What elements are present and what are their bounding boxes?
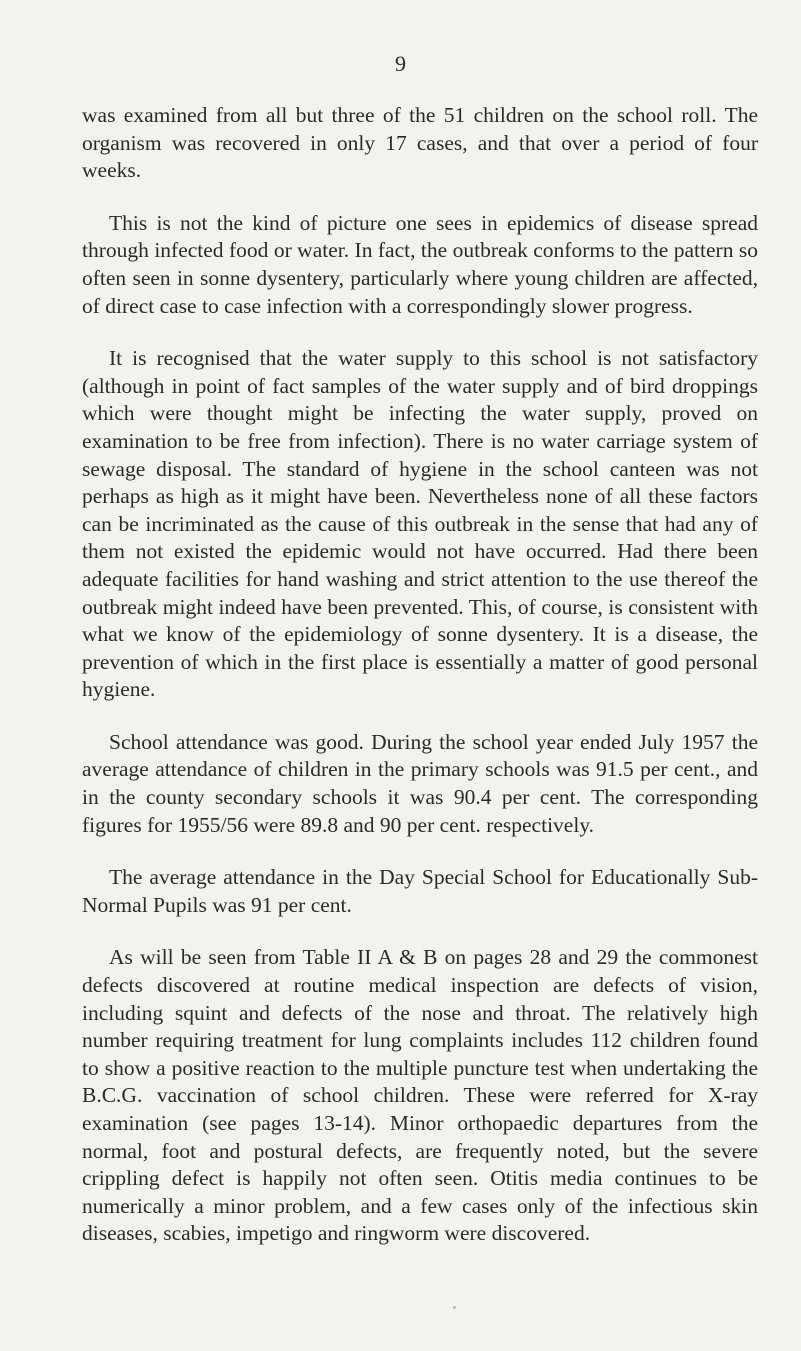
page-number: 9 [395, 51, 406, 76]
body-text [82, 102, 758, 1273]
paragraph-defects: As will be seen from Table II A & B on pages 28 and 29 the commonest defects discovered at routine medical inspection are defects of vision, including squint and defects of the nose and throat. The relatively high number requiring treatment for lung complaints includes 112 children found to show a positive reaction to the multiple puncture test when undertaking the B.C.G. vaccination of school children. These were referred for X-ray examination (see pages 13-14). Minor orthopaedic departures from the normal, foot and postural defects, are frequently noted, but the severe crippling defect is happily not often seen. Otitis media continues to be numerically a minor problem, and a few cases only of the infectious skin diseases, scabies, impetigo and ringworm were discovered. [82, 945, 758, 1246]
paragraph-school-attendance: School attendance was good. During the school year ended July 1957 the average attendance of children in the primary schools was 91.5 per cent., and in the county secondary schools it was 90.4 per cent. The corresponding figures for 1955/56 were 89.8 and 90 per cent. respectively. [82, 729, 758, 837]
paper-speck [453, 1306, 456, 1309]
paragraph-special-school: The average attendance in the Day Special School for Educationally Sub-Normal Pupils was 91 per cent. [82, 865, 758, 917]
paragraph-epidemic-pattern: This is not the kind of picture one sees in epidemics of disease spread through infected food or water. In fact, the outbreak conforms to the pattern so often seen in sonne dysentery, particularly where young children are affected, of direct case to case infection with a correspondingly slower progress. [82, 210, 758, 318]
paragraph-water-supply: It is recognised that the water supply to this school is not satisfactory (although in point of fact samples of the water supply and of bird droppings which were thought might be infecting the water supply, proved on examination to be free from infection). There is no water carriage system of sewage disposal. The standard of hygiene in the school canteen was not perhaps as high as it might have been. Nevertheless none of all these factors can be incriminated as the cause of this outbreak in the sense that had any of them not existed the epidemic would not have occurred. Had there been adequate facilities for hand washing and strict attention to the use thereof the outbreak might indeed have been prevented. This, of course, is consistent with what we know of the epidemiology of sonne dysentery. It is a disease, the prevention of which in the first place is essentially a matter of good personal hygiene. [82, 346, 758, 702]
paragraph-continuation: was examined from all but three of the 51 children on the school roll. The organism was recovered in only 17 cases, and that over a period of four weeks. [82, 103, 758, 183]
